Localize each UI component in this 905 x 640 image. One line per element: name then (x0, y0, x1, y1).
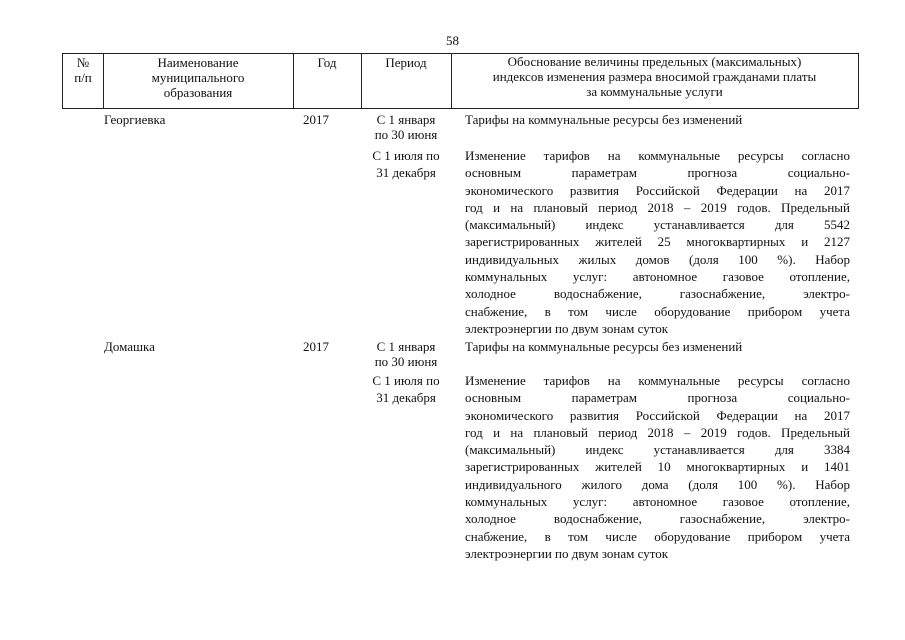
row-period-second-half: С 1 июля по 31 декабря (372, 148, 440, 180)
table-header (62, 53, 859, 109)
row-basis-first-half: Тарифы на коммунальные ресурсы без изменений (465, 339, 743, 354)
row-basis-first-half: Тарифы на коммунальные ресурсы без изменений (465, 112, 743, 127)
header-col-period: Период (385, 55, 427, 70)
header-col-basis: Обоснование величины предельных (максимальных) индексов изменения размера вносимой гражданами платы за коммунальные услуги (492, 54, 817, 99)
page-number: 58 (446, 33, 459, 48)
row-basis-second-half: Изменение тарифов на коммунальные ресурсы согласно основным параметрам прогноза социально- экономического развития Российской Федерации на 2017 год и на плановый период 2018 – 2019 годов. Предельный (максимальный) индекс устанавливается для 3384 зарегистрированных жителей 10 многоквартирных и 1401 индивидуального жилого дома (доля 100 %). Набор коммунальных услуг: автономное газовое отопление, холодное водоснабжение, газоснабжение, электро- снабжение, в том числе оборудование прибором учета электроэнергии по двум зонам суток (465, 373, 850, 561)
header-col-name: Наименование муниципального образования (151, 55, 245, 100)
header-col-year: Год (317, 55, 337, 70)
row-period-second-half: С 1 июля по 31 декабря (372, 373, 440, 405)
row-period-first-half: С 1 января по 30 июня (374, 339, 438, 369)
row-period-first-half: С 1 января по 30 июня (374, 112, 438, 142)
row-year: 2017 (303, 112, 329, 127)
row-name: Георгиевка (104, 112, 166, 127)
header-col-number: № п/п (74, 55, 92, 85)
row-basis-second-half: Изменение тарифов на коммунальные ресурсы согласно основным параметрам прогноза социально- экономического развития Российской Федерации на 2017 год и на плановый период 2018 – 2019 годов. Предельный (максимальный) индекс устанавливается для 5542 зарегистрированных жителей 25 многоквартирных и 2127 индивидуальных жилых домов (доля 100 %). Набор коммунальных услуг: автономное газовое отопление, холодное водоснабжение, газоснабжение, электро- снабжение, в том числе оборудование прибором учета электроэнергии по двум зонам суток (465, 148, 850, 336)
row-year: 2017 (303, 339, 329, 354)
row-name: Домашка (104, 339, 155, 354)
